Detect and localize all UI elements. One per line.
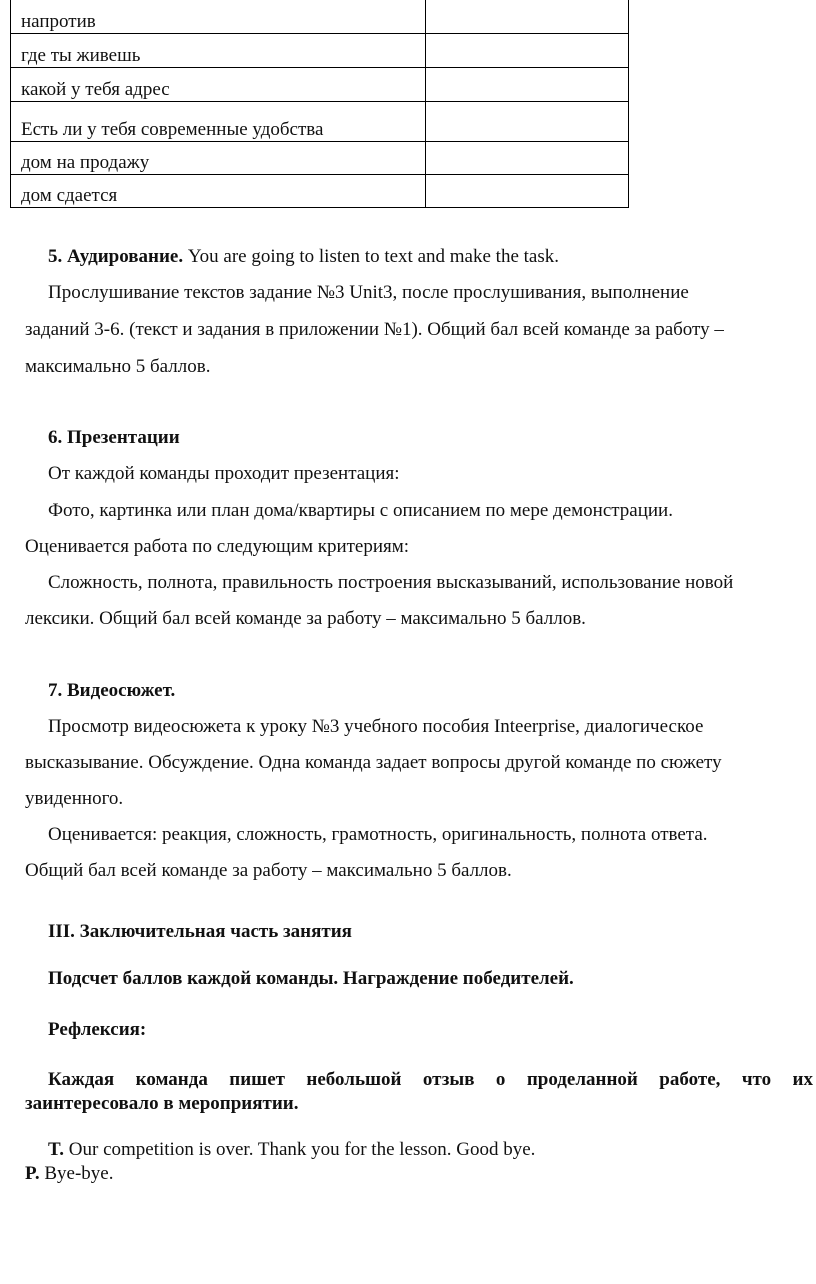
section-6-paragraph: Фото, картинка или план дома/квартиры с описанием по мере демонстрации. bbox=[48, 500, 673, 521]
pupil-line bbox=[25, 1162, 114, 1186]
section-7-paragraph: увиденного. bbox=[25, 788, 124, 809]
teacher-label: T. bbox=[48, 1139, 65, 1160]
table-row bbox=[11, 101, 629, 141]
table-cell-phrase: где ты живешь bbox=[11, 33, 426, 67]
table-cell-phrase: напротив bbox=[11, 0, 426, 33]
reflection-heading: Рефлексия: bbox=[48, 1019, 147, 1040]
section-5-paragraph: максимально 5 баллов. bbox=[25, 356, 211, 377]
table-row bbox=[11, 0, 629, 33]
section-6-paragraph: лексики. Общий бал всей команде за работу – максимально 5 баллов. bbox=[25, 608, 586, 629]
section-7-paragraph: высказывание. Обсуждение. Одна команда задает вопросы другой команде по сюжету bbox=[25, 752, 722, 773]
table-cell-answer bbox=[425, 141, 628, 174]
section-5-paragraph: Прослушивание текстов задание №3 Unit3, после прослушивания, выполнение bbox=[48, 282, 689, 303]
table-row bbox=[11, 67, 629, 101]
section-6-heading: 6. Презентации bbox=[48, 427, 180, 448]
table-cell-answer bbox=[425, 33, 628, 67]
teacher-line bbox=[48, 1138, 535, 1162]
teacher-text: Our competition is over. Thank you for the lesson. Good bye. bbox=[64, 1139, 536, 1160]
section-5-paragraph: заданий 3-6. (текст и задания в приложении №1). Общий бал всей команде за работу – bbox=[25, 319, 724, 340]
section-7-paragraph: Просмотр видеосюжета к уроку №3 учебного пособия Inteerprise, диалогическое bbox=[48, 716, 704, 737]
section-6-paragraph: От каждой команды проходит презентация: bbox=[48, 463, 400, 484]
pupil-text: Bye-bye. bbox=[39, 1163, 114, 1184]
review-line-1: Каждая команда пишет небольшой отзыв о проделанной работе, что их bbox=[48, 1069, 813, 1090]
section-7-heading: 7. Видеосюжет. bbox=[48, 680, 176, 701]
table-cell-phrase: дом сдается bbox=[11, 174, 426, 207]
scores-line: Подсчет баллов каждой команды. Награждение победителей. bbox=[48, 968, 574, 989]
table-row bbox=[11, 174, 629, 207]
pupil-label: P. bbox=[25, 1163, 40, 1184]
section-5-heading: 5. Аудирование. bbox=[48, 246, 184, 267]
table-cell-phrase: какой у тебя адрес bbox=[11, 67, 426, 101]
section-7-paragraph: Оценивается: реакция, сложность, грамотность, оригинальность, полнота ответа. bbox=[48, 824, 708, 845]
part-3-heading: III. Заключительная часть занятия bbox=[48, 921, 352, 942]
table-cell-answer bbox=[425, 101, 628, 141]
section-6-paragraph: Оценивается работа по следующим критериям: bbox=[25, 536, 410, 557]
section-6-paragraph: Сложность, полнота, правильность построения высказываний, использование новой bbox=[48, 572, 734, 593]
section-5-heading-line bbox=[48, 245, 559, 269]
vocabulary-table bbox=[10, 0, 629, 208]
table-cell-answer bbox=[425, 67, 628, 101]
table-cell-phrase: дом на продажу bbox=[11, 141, 426, 174]
table-cell-answer bbox=[425, 0, 628, 33]
review-line-2: заинтересовало в мероприятии. bbox=[25, 1093, 299, 1114]
table-row bbox=[11, 33, 629, 67]
table-cell-phrase: Есть ли у тебя современные удобства bbox=[11, 101, 426, 141]
table-row bbox=[11, 141, 629, 174]
table-cell-answer bbox=[425, 174, 628, 207]
section-7-paragraph: Общий бал всей команде за работу – максимально 5 баллов. bbox=[25, 860, 512, 881]
section-5-task: You are going to listen to text and make the task. bbox=[183, 246, 559, 267]
